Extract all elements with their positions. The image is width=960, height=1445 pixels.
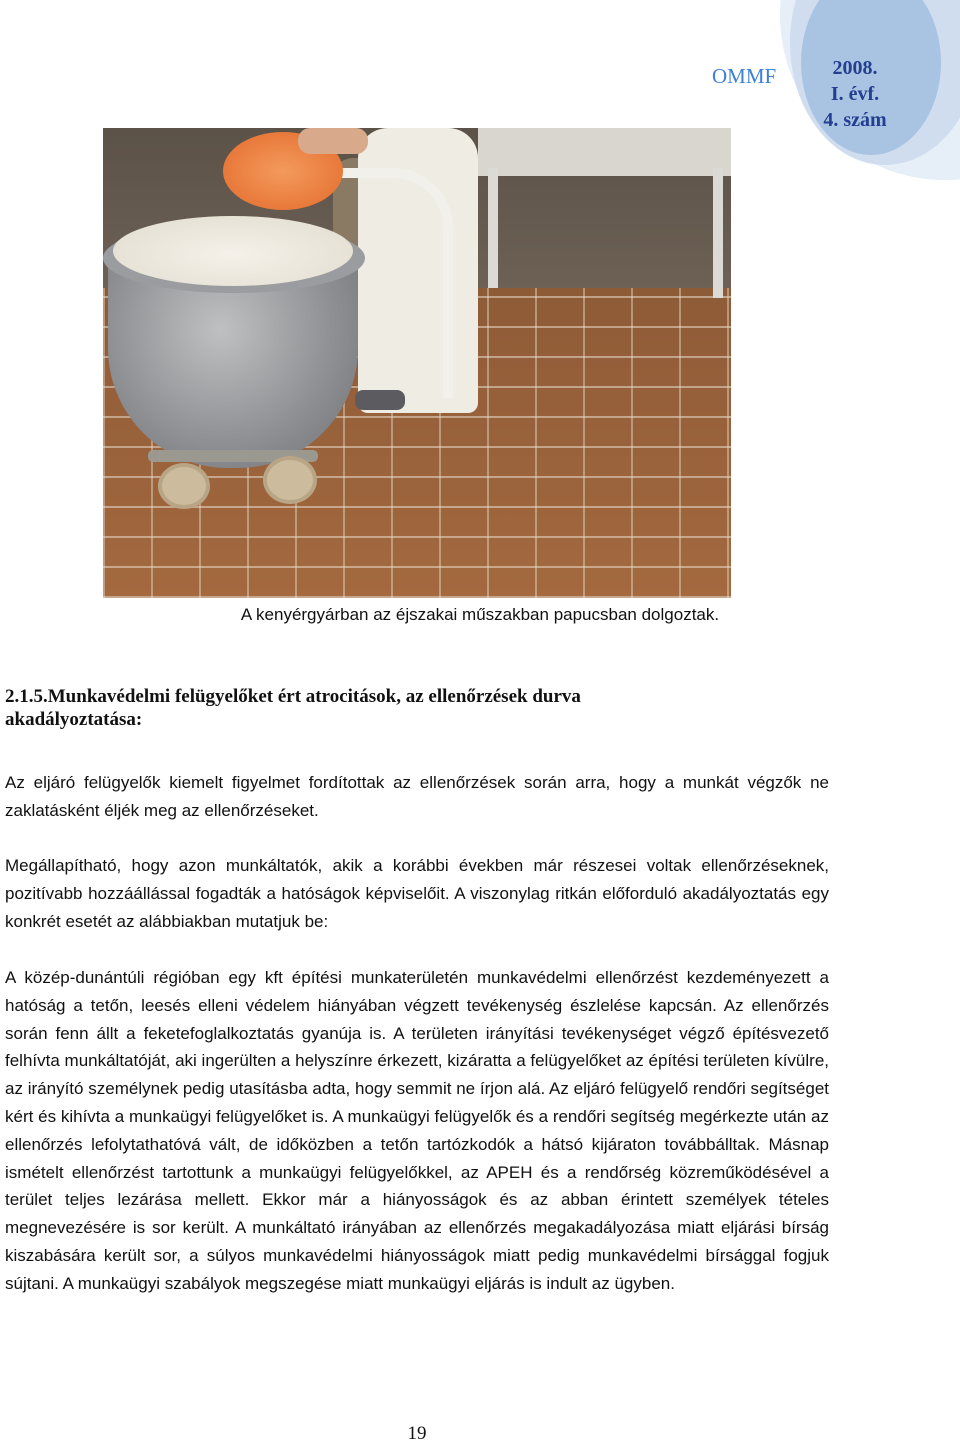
body-paragraph: Megállapítható, hogy azon munkáltatók, akik a korábbi években már részesei voltak ellenőrzéseknek, pozitívabb hozzáállással fogadták a hatóságok képviselőit. A viszonylag ritkán előforduló akadályoztatás egy konkrét esetét az alábbiakban mutatjuk be: <box>5 856 829 931</box>
issue-year: 2008. <box>832 57 878 79</box>
photo-table-leg <box>488 168 498 288</box>
photo-wheel <box>158 463 210 509</box>
photo-flour <box>113 216 353 286</box>
photo-table <box>478 128 731 176</box>
photo-table-leg <box>713 168 723 298</box>
body-paragraph: Az eljáró felügyelők kiemelt figyelmet fordítottak az ellenőrzések során arra, hogy a munkát végzők ne zaklatásként éljék meg az ellenőrzéseket. <box>5 773 829 820</box>
section-heading: 2.1.5.Munkavédelmi felügyelőket ért atrocitások, az ellenőrzések durva akadályoztatása: <box>5 686 581 730</box>
page-number: 19 <box>407 1423 427 1444</box>
photo-wheel <box>263 456 317 504</box>
issue-number: 4. szám <box>823 109 887 131</box>
photo-arm <box>298 128 368 154</box>
body-paragraph: A közép-dunántúli régióban egy kft építési munkaterületén munkavédelmi ellenőrzést kezdeményezett a hatóság a tetőn, leesés elleni védelem hiányában végzett tevékenység észlelése kapcsán. Az ellenőrzés során fenn állt a feketefoglalkoztatás gyanúja is. A területen irányítási tevékenységet végző építésvezető felhívta munkáltatóját, aki ingerülten a helyszínre érkezett, kizáratta a felügyelőket az építési területen kívülre, az irányító személynek pedig utasításba adta, hogy semmit ne írjon alá. Az eljáró felügyelő rendőri segítséget kért és kihívta a munkaügyi felügyelőket is. A munkaügyi felügyelők és a rendőri segítség megérkezte után az ellenőrzés lefolytathatóvá vált, de időközben a tetőn tartózkodók a hátsó kijáraton továbbálltak. Másnap ismételt ellenőrzést tartottunk a munkaügyi felügyelőkkel, az APEH és a rendőrség közreműködésével a terület teljes lezárása mellett. Ekkor már a hiányosságok és az abban érintett személyek tételes megnevezésére is sor került. A munkáltató irányában az ellenőrzés megakadályozása miatt eljárási bírság kiszabására került sor, a súlyos munkavédelmi hiányosságok miatt pedig munkavédelmi bírsággal fogjuk sújtani. A munkaügyi szabályok megszegése miatt munkaügyi eljárás is indult az ügyben. <box>5 968 829 1293</box>
header-issue-badge <box>800 55 910 133</box>
issue-volume: I. évf. <box>830 83 880 105</box>
photo-caption: A kenyérgyárban az éjszakai műszakban papucsban dolgoztak. <box>240 605 720 624</box>
bakery-photo <box>103 128 731 598</box>
header-org-name: OMMF <box>712 64 777 88</box>
